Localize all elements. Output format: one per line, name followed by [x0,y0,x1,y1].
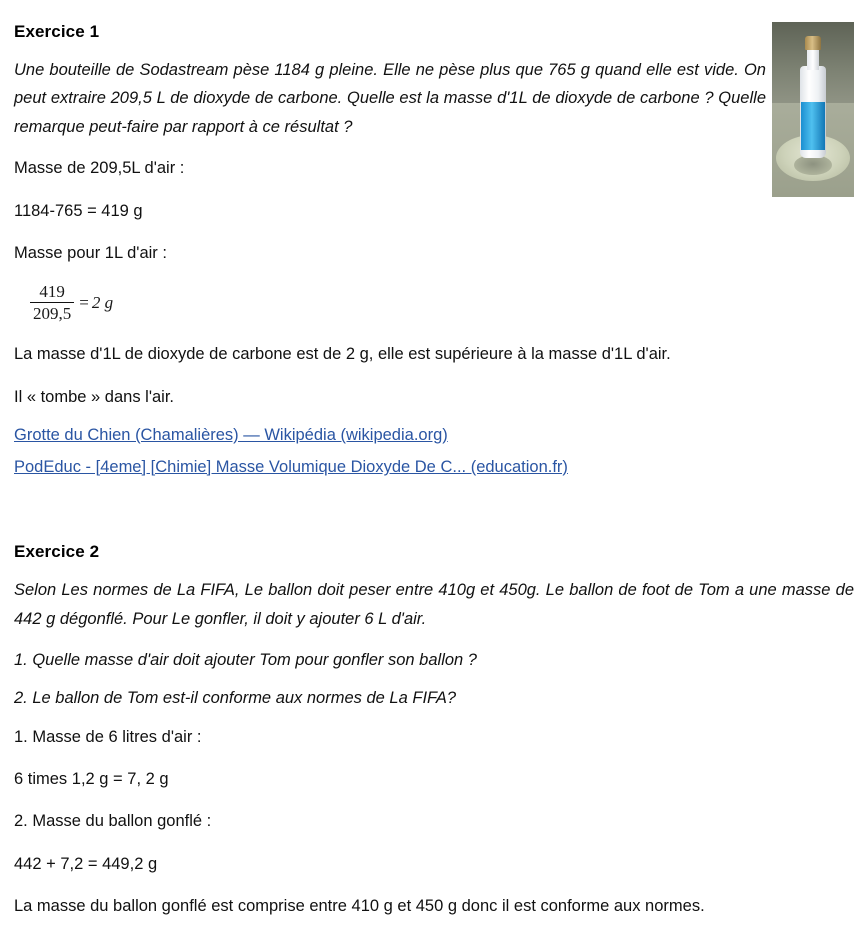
exercise-2-answer-2-title: 2. Masse du ballon gonflé : [14,812,212,831]
exercise-1-calc-1: 1184-765 = 419 g [14,201,143,220]
sodastream-bottle-photo [772,22,854,197]
exercise-2-title: Exercice 2 [14,542,100,562]
exercise-2-section [14,542,854,919]
exercise-1-step-1: Masse de 209,5L d'air : [14,159,185,178]
exercise-1-conclusion-2: Il « tombe » dans l'air. [14,387,174,406]
exercise-1-conclusion-1: La masse d'1L de dioxyde de carbone est de 2 g, elle est supérieure à la masse d'1L d'air. [14,345,671,364]
section-spacer [14,490,854,542]
link-podeduc-masse-volumique[interactable]: PodEduc - [4eme] [Chimie] Masse Volumique Dioxyde De C... (education.fr) [14,458,568,477]
exercise-1-fraction [30,282,854,323]
exercise-1-section [14,22,854,477]
exercise-2-statement: Selon Les normes de La FIFA, Le ballon doit peser entre 410g et 450g. Le ballon de foot de Tom a une masse de 442 g dégonflé. Pour Le gonfler, il doit y ajouter 6 L d'air. [14,581,854,628]
fraction-denominator: 209,5 [30,302,74,323]
photo-bottle-neck [807,48,819,70]
exercise-2-answer-1-calc: 6 times 1,2 g = 7, 2 g [14,770,169,789]
fraction-result: 2 g [91,292,114,312]
exercise-1-statement: Une bouteille de Sodastream pèse 1184 g pleine. Elle ne pèse plus que 765 g quand elle est vide. On peut extraire 209,5 L de dioxyde de carbone. Quelle est la masse d'1L de dioxyde de carbone ? Quelle remarque peut-faire par rapport à ce résultat ? [14,61,766,136]
exercise-1-title: Exercice 1 [14,22,100,41]
fraction-equals-sign: = [79,292,89,312]
fraction-expression [30,282,74,323]
photo-bottle-label [801,102,825,150]
fraction-numerator: 419 [39,282,65,302]
photo-scale-plate-inner [794,155,832,175]
exercise-1-step-2: Masse pour 1L d'air : [14,243,167,262]
exercise-2-answer-1-title: 1. Masse de 6 litres d'air : [14,727,202,746]
photo-bottle-cap [805,36,821,50]
exercise-2-conclusion: La masse du ballon gonflé est comprise entre 410 g et 450 g donc il est conforme aux normes. [14,897,705,916]
exercise-2-question-1: 1. Quelle masse d'air doit ajouter Tom pour gonfler son ballon ? [14,650,477,669]
link-wikipedia-grotte-du-chien[interactable]: Grotte du Chien (Chamalières) — Wikipédia (wikipedia.org) [14,426,448,445]
exercise-2-question-2: 2. Le ballon de Tom est-il conforme aux normes de La FIFA? [14,689,457,708]
exercise-2-answer-2-calc: 442 + 7,2 = 449,2 g [14,854,158,873]
